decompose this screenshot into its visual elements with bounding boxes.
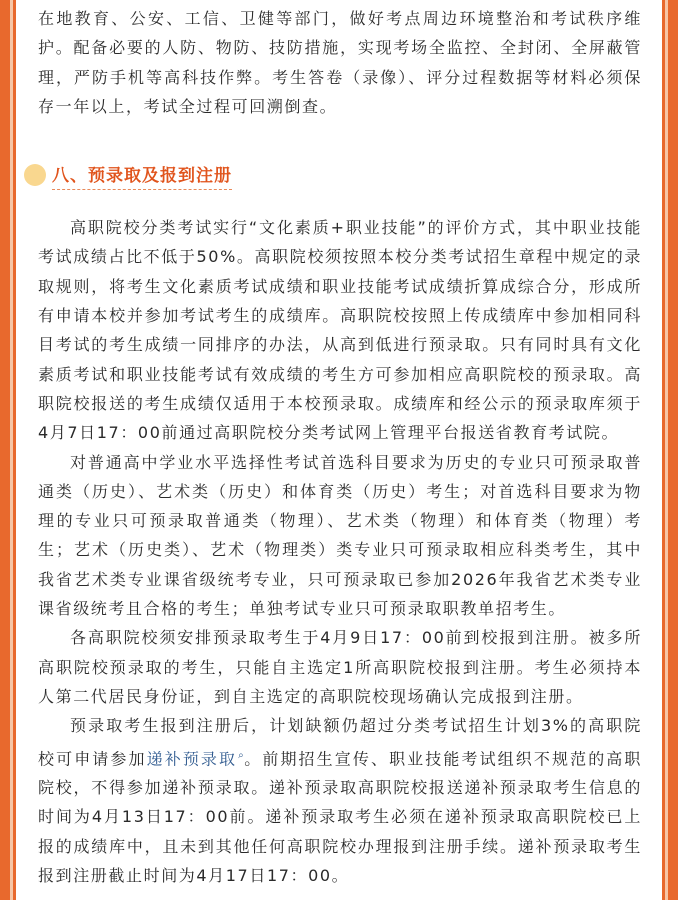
supplementary-text-before: 预录取考生报到注册后，计划缺额仍超过分类考试招生计划3%的高职院校可申请参加 bbox=[38, 716, 642, 768]
article-body bbox=[38, 0, 642, 890]
paragraph-registration: 各高职院校须安排预录取考生于4月9日17：00前到校报到注册。被多所高职院校预录取的考生，只能自主选定1所高职院校报到注册。考生必须持本人第二代居民身份证，到自主选定的高职院校现场确认完成报到注册。 bbox=[38, 628, 642, 706]
right-border bbox=[662, 0, 678, 900]
paragraph-scoring: 高职院校分类考试实行“文化素质+职业技能”的评价方式，其中职业技能考试成绩占比不低于50%。高职院校须按照本校分类考试招生章程中规定的录取规则，将考生文化素质考试成绩和职业技能考试成绩折算成综合分，形成所有申请本校并参加考试考生的成绩库。高职院校按照上传成绩库中参加相同科目考试的考生成绩一同排序的办法，从高到低进行预录取。只有同时具有文化素质考试和职业技能考试有效成绩的考生方可参加相应高职院校的预录取。高职院校报送的考生成绩仅适用于本校预录取。成绩库和经公示的预录取库须于4月7日17：00前通过高职院校分类考试网上管理平台报送省教育考试院。 bbox=[38, 218, 642, 443]
section-dot-icon bbox=[24, 164, 46, 186]
left-border bbox=[0, 0, 16, 900]
paragraph-supplementary bbox=[38, 711, 642, 890]
paragraph-subject-requirements: 对普通高中学业水平选择性考试首选科目要求为历史的专业只可预录取普通类（历史）、艺术类（历史）和体育类（历史）考生；对首选科目要求为物理的专业只可预录取普通类（物理）、艺术类（物理）和体育类（物理）考生；艺术（历史类）、艺术（物理类）类专业只可预录取相应科类考生，其中我省艺术类专业课省级统考专业，只可预录取已参加2026年我省艺术类专业课省级统考且合格的考生；单独考试专业只可预录取职教单招考生。 bbox=[38, 452, 642, 619]
search-icon[interactable]: ⌕ bbox=[238, 749, 244, 761]
supplementary-text-after: 。前期招生宣传、职业技能考试组织不规范的高职院校，不得参加递补预录取。递补预录取高职院校报送递补预录取考生信息的时间为4月13日17：00前。递补预录取考生必须在递补预录取高职院校已上报的成绩库中，且未到其他任何高职院校办理报到注册手续。递补预录取考生报到注册截止时间为4月17日17：00。 bbox=[38, 748, 642, 886]
intro-paragraph: 在地教育、公安、工信、卫健等部门，做好考点周边环境整治和考试秩序维护。配备必要的人防、物防、技防措施，实现考场全监控、全封闭、全屏蔽管理，严防手机等高科技作弊。考生答卷（录像）、评分过程数据等材料必须保存一年以上，考试全过程可回溯倒查。 bbox=[38, 9, 642, 116]
supplementary-admission-link[interactable]: 递补预录取 bbox=[146, 748, 238, 768]
section-title: 八、预录取及报到注册 bbox=[52, 161, 232, 190]
section-header bbox=[38, 157, 642, 197]
